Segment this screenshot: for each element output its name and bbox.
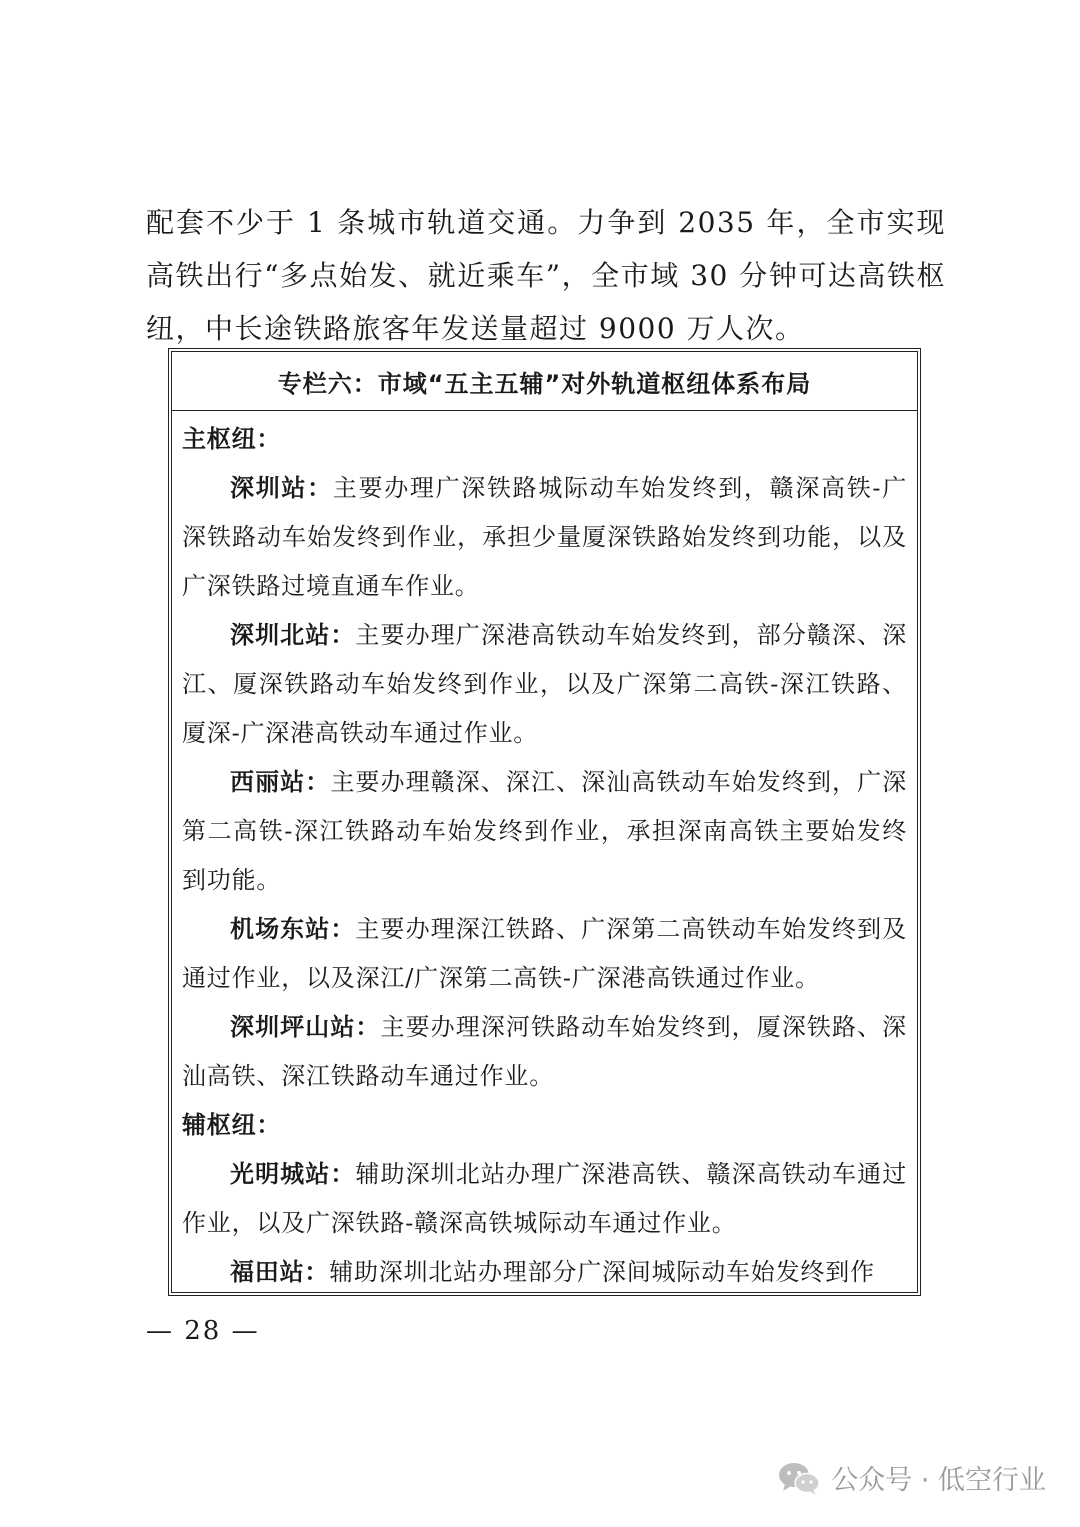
station-entry xyxy=(182,1248,907,1296)
station-desc: 主要办理赣深、深江、深汕高铁动车始发终到，广深第二高铁-深江铁路动车始发终到作业，承担深南高铁主要始发终到功能。 xyxy=(182,768,907,894)
station-desc: 主要办理深河铁路动车始发终到，厦深铁路、深汕高铁、深江铁路动车通过作业。 xyxy=(182,1013,907,1090)
column-body xyxy=(172,411,917,1296)
station-name: 光明城站： xyxy=(230,1160,356,1188)
station-name: 深圳坪山站： xyxy=(230,1013,381,1041)
station-name: 深圳北站： xyxy=(230,621,356,649)
column-box xyxy=(168,348,921,1296)
wechat-icon xyxy=(777,1460,821,1496)
station-name: 西丽站： xyxy=(230,768,331,796)
station-entry xyxy=(182,464,907,611)
station-entry xyxy=(182,611,907,758)
watermark xyxy=(777,1458,1046,1497)
station-name: 福田站： xyxy=(230,1258,330,1286)
section-heading-auxiliary: 辅枢纽： xyxy=(182,1111,282,1139)
section-heading-main: 主枢纽： xyxy=(182,425,282,453)
station-name: 深圳站： xyxy=(230,474,333,502)
station-entry xyxy=(182,1003,907,1101)
station-entry xyxy=(182,905,907,1003)
column-title: 专栏六：市域“五主五辅”对外轨道枢纽体系布局 xyxy=(172,352,917,411)
station-name: 机场东站： xyxy=(230,915,356,943)
station-desc: 主要办理深江铁路、广深第二高铁动车始发终到及通过作业，以及深江/广深第二高铁-广深港高铁通过作业。 xyxy=(182,915,907,992)
intro-paragraph: 配套不少于 1 条城市轨道交通。力争到 2035 年，全市实现高铁出行“多点始发、就近乘车”，全市域 30 分钟可达高铁枢纽，中长途铁路旅客年发送量超过 9000 万人次。 xyxy=(146,206,946,345)
station-desc: 辅助深圳北站办理广深港高铁、赣深高铁动车通过作业，以及广深铁路-赣深高铁城际动车通过作业。 xyxy=(182,1160,907,1237)
station-desc: 辅助深圳北站办理部分广深间城际动车始发终到作 xyxy=(329,1258,875,1286)
watermark-text: 公众号 · 低空行业 xyxy=(831,1465,1046,1496)
station-desc: 主要办理广深港高铁动车始发终到，部分赣深、深江、厦深铁路动车始发终到作业，以及广深第二高铁-深江铁路、厦深-广深港高铁动车通过作业。 xyxy=(182,621,907,747)
page-number: — 28 — xyxy=(146,1316,260,1346)
station-entry xyxy=(182,1150,907,1248)
station-desc: 主要办理广深铁路城际动车始发终到，赣深高铁-广深铁路动车始发终到作业，承担少量厦深铁路始发终到功能，以及广深铁路过境直通车作业。 xyxy=(182,474,908,600)
station-entry xyxy=(182,758,907,905)
